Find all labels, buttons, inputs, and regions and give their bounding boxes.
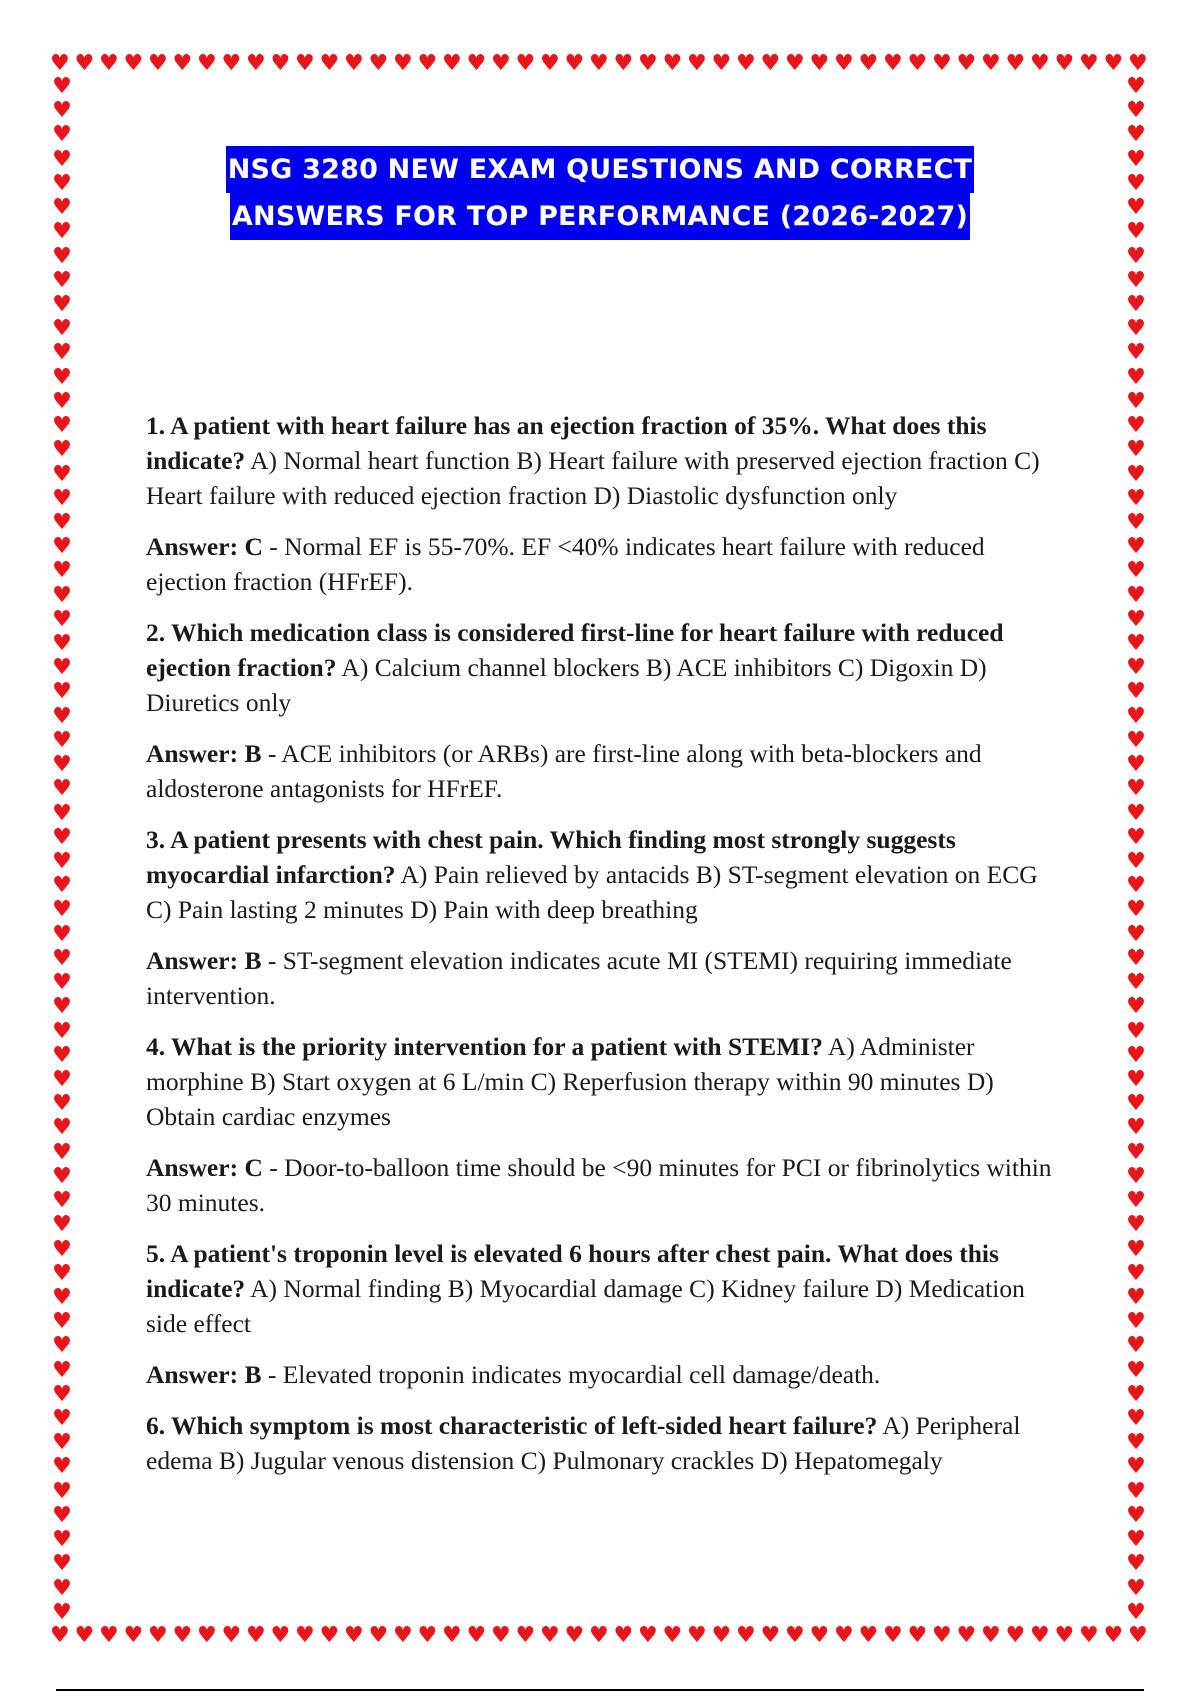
heart-icon: ♥ [687, 1624, 707, 1648]
question-stem: 3. A patient presents with chest pain. Which finding most strongly suggests myocardial infarction? [146, 825, 956, 889]
heart-icon: ♥ [172, 1624, 193, 1648]
heart-icon: ♥ [52, 1018, 72, 1044]
heart-icon: ♥ [319, 52, 340, 76]
heart-icon: ♥ [52, 994, 72, 1020]
heart-icon: ♥ [52, 1575, 72, 1601]
heart-icon: ♥ [1126, 606, 1146, 632]
heart-icon: ♥ [52, 1357, 72, 1383]
page-bottom-rule [56, 1689, 1144, 1691]
heart-icon: ♥ [1126, 849, 1146, 874]
heart-icon: ♥ [368, 1624, 389, 1648]
answer-rationale: - Elevated troponin indicates myocardial cell damage/death. [261, 1360, 881, 1389]
heart-icon: ♥ [932, 1624, 952, 1648]
heart-icon: ♥ [613, 1624, 634, 1648]
heart-icon: ♥ [368, 52, 389, 76]
heart-icon: ♥ [1126, 243, 1146, 269]
heart-icon: ♥ [883, 1624, 903, 1648]
heart-icon: ♥ [1126, 291, 1146, 317]
heart-icon: ♥ [834, 52, 854, 76]
heart-icon: ♥ [52, 195, 72, 221]
answer-rationale: - Normal EF is 55-70%. EF <40% indicates heart failure with reduced ejection fraction (HFrEF). [146, 532, 985, 596]
heart-icon: ♥ [52, 98, 72, 124]
heart-icon: ♥ [1103, 1624, 1124, 1648]
question-stem: 2. Which medication class is considered first-line for heart failure with reduced ejection fraction? [146, 618, 1004, 682]
heart-icon: ♥ [52, 970, 72, 996]
heart-icon: ♥ [52, 437, 72, 463]
answer-rationale: - ST-segment elevation indicates acute MI (STEMI) requiring immediate intervention. [146, 946, 1012, 1010]
heart-icon: ♥ [1126, 824, 1146, 850]
heart-icon: ♥ [50, 52, 70, 76]
heart-icon: ♥ [1054, 1624, 1075, 1648]
heart-icon: ♥ [1126, 1163, 1146, 1189]
heart-icon: ♥ [1126, 800, 1146, 826]
heart-icon: ♥ [1126, 1284, 1146, 1310]
heart-icon: ♥ [760, 1624, 781, 1648]
answer-key: Answer: B [146, 739, 262, 768]
heart-icon: ♥ [270, 52, 291, 76]
heart-icon: ♥ [319, 1624, 340, 1648]
heart-icon: ♥ [1126, 98, 1146, 124]
heart-icon: ♥ [1126, 631, 1146, 657]
heart-icon: ♥ [981, 1624, 1001, 1648]
heart-icon: ♥ [52, 921, 72, 947]
heart-icon: ♥ [1126, 76, 1146, 99]
question-options: A) Calcium channel blockers B) ACE inhibitors C) Digoxin D) Diuretics only [146, 653, 987, 717]
heart-icon: ♥ [809, 1624, 830, 1648]
heart-icon: ♥ [52, 1454, 72, 1480]
heart-icon: ♥ [1128, 52, 1148, 76]
heart-icon: ♥ [515, 1624, 536, 1648]
heart-icon: ♥ [1126, 994, 1146, 1020]
heart-icon: ♥ [760, 52, 781, 76]
heart-icon: ♥ [197, 1624, 217, 1648]
heart-icon: ♥ [52, 1212, 72, 1238]
heart-icon: ♥ [123, 52, 144, 76]
heart-icon: ♥ [1126, 873, 1146, 899]
question-4 [146, 1029, 1066, 1134]
heart-icon: ♥ [638, 1624, 658, 1648]
heart-icon: ♥ [1126, 776, 1146, 802]
heart-icon: ♥ [52, 1381, 72, 1407]
heart-icon: ♥ [52, 849, 72, 874]
heart-icon: ♥ [1126, 1454, 1146, 1480]
heart-icon: ♥ [52, 243, 72, 269]
heart-icon: ♥ [52, 461, 72, 487]
heart-icon: ♥ [52, 752, 72, 778]
heart-icon: ♥ [1126, 1357, 1146, 1383]
heart-border-left [50, 76, 74, 1624]
heart-icon: ♥ [52, 1309, 72, 1335]
heart-icon: ♥ [1126, 1236, 1146, 1262]
qa-content [146, 408, 1066, 1494]
heart-icon: ♥ [785, 52, 805, 76]
heart-icon: ♥ [417, 1624, 438, 1648]
heart-icon: ♥ [1126, 364, 1146, 390]
heart-icon: ♥ [809, 52, 830, 76]
heart-icon: ♥ [246, 52, 266, 76]
heart-icon: ♥ [1126, 1527, 1146, 1553]
heart-icon: ♥ [52, 1260, 72, 1286]
heart-icon: ♥ [466, 1624, 487, 1648]
heart-icon: ♥ [907, 1624, 928, 1648]
heart-icon: ♥ [442, 1624, 462, 1648]
heart-icon: ♥ [52, 485, 72, 511]
heart-icon: ♥ [1126, 1260, 1146, 1286]
heart-icon: ♥ [1126, 1018, 1146, 1044]
heart-icon: ♥ [52, 1042, 72, 1068]
answer-3 [146, 943, 1066, 1013]
question-stem: 4. What is the priority intervention for a patient with STEMI? [146, 1032, 823, 1061]
heart-icon: ♥ [52, 679, 72, 705]
heart-icon: ♥ [442, 52, 462, 76]
heart-icon: ♥ [711, 1624, 732, 1648]
heart-icon: ♥ [491, 1624, 511, 1648]
heart-icon: ♥ [1126, 437, 1146, 463]
heart-icon: ♥ [687, 52, 707, 76]
heart-icon: ♥ [1126, 679, 1146, 705]
heart-icon: ♥ [736, 1624, 756, 1648]
heart-icon: ♥ [564, 1624, 585, 1648]
answer-4 [146, 1150, 1066, 1220]
heart-icon: ♥ [1126, 461, 1146, 487]
heart-icon: ♥ [52, 146, 72, 172]
heart-icon: ♥ [52, 170, 72, 196]
heart-icon: ♥ [1126, 1212, 1146, 1238]
question-5 [146, 1236, 1066, 1341]
heart-icon: ♥ [1126, 1430, 1146, 1456]
heart-icon: ♥ [1126, 1139, 1146, 1165]
heart-icon: ♥ [1126, 1333, 1146, 1359]
heart-icon: ♥ [1079, 52, 1099, 76]
heart-border-right [1124, 76, 1148, 1624]
heart-icon: ♥ [883, 52, 903, 76]
heart-icon: ♥ [123, 1624, 144, 1648]
heart-icon: ♥ [52, 776, 72, 802]
heart-icon: ♥ [1126, 945, 1146, 971]
question-6 [146, 1408, 1066, 1478]
heart-icon: ♥ [858, 52, 879, 76]
heart-icon: ♥ [1126, 170, 1146, 196]
heart-icon: ♥ [540, 1624, 560, 1648]
heart-icon: ♥ [956, 52, 977, 76]
question-options: A) Normal heart function B) Heart failure with preserved ejection fraction C) Heart failure with reduced ejection fraction D) Diastolic dysfunction only [146, 446, 1040, 510]
heart-icon: ♥ [1126, 655, 1146, 681]
heart-icon: ♥ [52, 800, 72, 826]
heart-icon: ♥ [1126, 1406, 1146, 1432]
heart-icon: ♥ [1054, 52, 1075, 76]
heart-icon: ♥ [613, 52, 634, 76]
heart-icon: ♥ [52, 1333, 72, 1359]
heart-icon: ♥ [52, 219, 72, 245]
question-stem: 6. Which symptom is most characteristic of left-sided heart failure? [146, 1411, 878, 1440]
heart-icon: ♥ [1126, 752, 1146, 778]
answer-key: Answer: C [146, 532, 263, 561]
question-2 [146, 615, 1066, 720]
heart-icon: ♥ [197, 52, 217, 76]
heart-icon: ♥ [52, 1236, 72, 1262]
heart-icon: ♥ [52, 1066, 72, 1092]
heart-icon: ♥ [1126, 1309, 1146, 1335]
question-stem: 5. A patient's troponin level is elevated 6 hours after chest pain. What does this indicate? [146, 1239, 999, 1303]
heart-icon: ♥ [1005, 1624, 1026, 1648]
heart-icon: ♥ [1126, 1091, 1146, 1117]
heart-icon: ♥ [417, 52, 438, 76]
heart-icon: ♥ [515, 52, 536, 76]
heart-icon: ♥ [1030, 1624, 1050, 1648]
heart-icon: ♥ [52, 1502, 72, 1528]
question-3 [146, 822, 1066, 927]
heart-icon: ♥ [99, 1624, 119, 1648]
heart-icon: ♥ [1005, 52, 1026, 76]
heart-icon: ♥ [1126, 1188, 1146, 1214]
heart-icon: ♥ [1126, 146, 1146, 172]
heart-icon: ♥ [1126, 970, 1146, 996]
heart-icon: ♥ [736, 52, 756, 76]
heart-icon: ♥ [52, 76, 72, 99]
heart-icon: ♥ [1079, 1624, 1099, 1648]
heart-icon: ♥ [834, 1624, 854, 1648]
heart-icon: ♥ [981, 52, 1001, 76]
heart-icon: ♥ [1126, 703, 1146, 729]
heart-icon: ♥ [1126, 1042, 1146, 1068]
heart-icon: ♥ [52, 1527, 72, 1553]
heart-icon: ♥ [52, 291, 72, 317]
heart-icon: ♥ [1126, 388, 1146, 414]
heart-icon: ♥ [148, 1624, 168, 1648]
heart-icon: ♥ [858, 1624, 879, 1648]
heart-icon: ♥ [1126, 1599, 1146, 1624]
heart-icon: ♥ [172, 52, 193, 76]
heart-icon: ♥ [52, 727, 72, 753]
heart-icon: ♥ [295, 52, 315, 76]
heart-icon: ♥ [148, 52, 168, 76]
heart-icon: ♥ [52, 824, 72, 850]
heart-border-bottom [50, 1624, 1148, 1648]
heart-icon: ♥ [1126, 558, 1146, 584]
heart-icon: ♥ [52, 1551, 72, 1577]
question-options: A) Normal finding B) Myocardial damage C) Kidney failure D) Medication side effect [146, 1274, 1025, 1338]
heart-icon: ♥ [1126, 534, 1146, 560]
heart-icon: ♥ [344, 52, 364, 76]
heart-icon: ♥ [638, 52, 658, 76]
heart-icon: ♥ [1126, 1478, 1146, 1504]
heart-icon: ♥ [1126, 1115, 1146, 1141]
heart-icon: ♥ [52, 1599, 72, 1624]
heart-icon: ♥ [52, 413, 72, 439]
heart-icon: ♥ [1103, 52, 1124, 76]
heart-icon: ♥ [589, 1624, 609, 1648]
heart-icon: ♥ [52, 340, 72, 366]
heart-icon: ♥ [52, 631, 72, 657]
heart-border-top [50, 52, 1148, 76]
title-line-2: ANSWERS FOR TOP PERFORMANCE (2026-2027) [230, 193, 970, 240]
heart-icon: ♥ [52, 509, 72, 535]
heart-icon: ♥ [540, 52, 560, 76]
answer-key: Answer: B [146, 946, 262, 975]
heart-icon: ♥ [52, 873, 72, 899]
heart-icon: ♥ [1126, 509, 1146, 535]
heart-icon: ♥ [52, 1188, 72, 1214]
heart-icon: ♥ [52, 1406, 72, 1432]
answer-key: Answer: B [146, 1360, 262, 1389]
heart-icon: ♥ [221, 52, 242, 76]
heart-icon: ♥ [711, 52, 732, 76]
heart-icon: ♥ [1126, 122, 1146, 148]
heart-icon: ♥ [52, 1163, 72, 1189]
heart-icon: ♥ [1126, 485, 1146, 511]
title-line-1: NSG 3280 NEW EXAM QUESTIONS AND CORRECT [226, 146, 975, 193]
answer-1 [146, 529, 1066, 599]
heart-icon: ♥ [662, 52, 683, 76]
heart-icon: ♥ [221, 1624, 242, 1648]
heart-icon: ♥ [1126, 582, 1146, 608]
heart-icon: ♥ [1126, 897, 1146, 923]
heart-icon: ♥ [52, 267, 72, 293]
heart-icon: ♥ [564, 52, 585, 76]
heart-icon: ♥ [246, 1624, 266, 1648]
heart-icon: ♥ [52, 606, 72, 632]
heart-icon: ♥ [270, 1624, 291, 1648]
heart-icon: ♥ [52, 1139, 72, 1165]
heart-icon: ♥ [1128, 1624, 1148, 1648]
heart-icon: ♥ [491, 52, 511, 76]
heart-icon: ♥ [52, 1430, 72, 1456]
document-title [0, 146, 1200, 240]
question-options: A) Peripheral edema B) Jugular venous distension C) Pulmonary crackles D) Hepatomegaly [146, 1411, 1021, 1475]
question-stem: 1. A patient with heart failure has an ejection fraction of 35%. What does this indicate? [146, 411, 987, 475]
heart-icon: ♥ [589, 52, 609, 76]
heart-icon: ♥ [52, 316, 72, 342]
heart-icon: ♥ [907, 52, 928, 76]
heart-icon: ♥ [52, 945, 72, 971]
heart-icon: ♥ [74, 1624, 95, 1648]
heart-icon: ♥ [785, 1624, 805, 1648]
heart-icon: ♥ [52, 1284, 72, 1310]
heart-icon: ♥ [1126, 1381, 1146, 1407]
heart-icon: ♥ [932, 52, 952, 76]
heart-icon: ♥ [52, 582, 72, 608]
heart-icon: ♥ [1126, 316, 1146, 342]
heart-icon: ♥ [1126, 1066, 1146, 1092]
heart-icon: ♥ [1126, 1502, 1146, 1528]
heart-icon: ♥ [956, 1624, 977, 1648]
question-options: A) Pain relieved by antacids B) ST-segment elevation on ECG C) Pain lasting 2 minutes D) Pain with deep breathing [146, 860, 1038, 924]
heart-icon: ♥ [1126, 727, 1146, 753]
heart-icon: ♥ [52, 1115, 72, 1141]
heart-icon: ♥ [52, 897, 72, 923]
heart-icon: ♥ [1126, 340, 1146, 366]
heart-icon: ♥ [1030, 52, 1050, 76]
answer-rationale: - Door-to-balloon time should be <90 minutes for PCI or fibrinolytics within 30 minutes. [146, 1153, 1052, 1217]
question-1 [146, 408, 1066, 513]
heart-icon: ♥ [1126, 195, 1146, 221]
heart-icon: ♥ [52, 1091, 72, 1117]
heart-icon: ♥ [393, 52, 413, 76]
heart-icon: ♥ [1126, 1575, 1146, 1601]
heart-icon: ♥ [74, 52, 95, 76]
heart-icon: ♥ [662, 1624, 683, 1648]
heart-icon: ♥ [1126, 219, 1146, 245]
heart-icon: ♥ [393, 1624, 413, 1648]
heart-icon: ♥ [466, 52, 487, 76]
answer-rationale: - ACE inhibitors (or ARBs) are first-line along with beta-blockers and aldosterone antagonists for HFrEF. [146, 739, 982, 803]
answer-5 [146, 1357, 1066, 1392]
heart-icon: ♥ [295, 1624, 315, 1648]
heart-icon: ♥ [1126, 921, 1146, 947]
answer-key: Answer: C [146, 1153, 263, 1182]
heart-icon: ♥ [1126, 413, 1146, 439]
answer-2 [146, 736, 1066, 806]
heart-icon: ♥ [52, 534, 72, 560]
heart-icon: ♥ [344, 1624, 364, 1648]
heart-icon: ♥ [99, 52, 119, 76]
heart-icon: ♥ [52, 1478, 72, 1504]
heart-icon: ♥ [52, 122, 72, 148]
heart-icon: ♥ [52, 655, 72, 681]
heart-icon: ♥ [52, 703, 72, 729]
question-options: A) Administer morphine B) Start oxygen at 6 L/min C) Reperfusion therapy within 90 minutes D) Obtain cardiac enzymes [146, 1032, 994, 1131]
heart-icon: ♥ [52, 364, 72, 390]
heart-icon: ♥ [1126, 267, 1146, 293]
heart-icon: ♥ [52, 388, 72, 414]
heart-icon: ♥ [50, 1624, 70, 1648]
heart-icon: ♥ [52, 558, 72, 584]
heart-icon: ♥ [1126, 1551, 1146, 1577]
